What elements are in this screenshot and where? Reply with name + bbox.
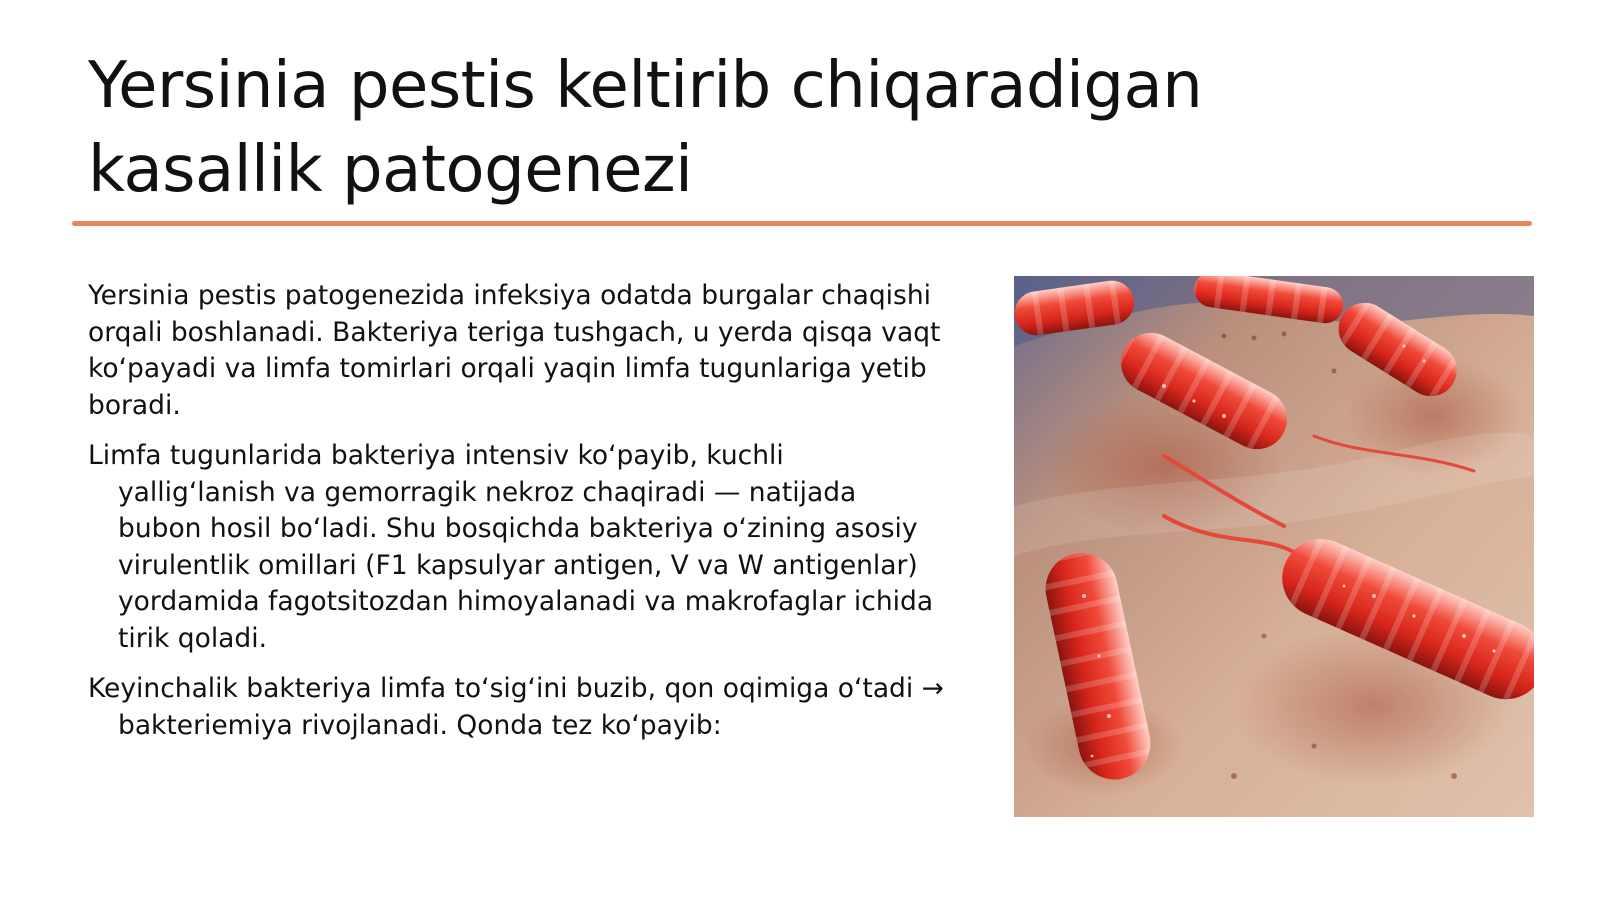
slide-title: Yersinia pestis keltirib chiqaradigan kasallik patogenezi [88,49,1203,207]
paragraph-2: Limfa tugunlarida bakteriya intensiv ko‘payib, kuchli yallig‘lanish va gemorragik nekroz chaqiradi — natijada bubon hosil bo‘ladi. Shu bosqichda bakteriya o‘zining asosiy virulentlik omillari (F1 kapsulyar antigen, V va W antigenlar) yordamida fagotsitozdan himoyalanadi va makrofaglar ichida tirik qoladi. [88,440,934,654]
paragraph-3: Keyinchalik bakteriya limfa to‘sig‘ini buzib, qon oqimiga o‘tadi → bakteriemiya rivojlanadi. Qonda tez ko‘payib: [88,673,944,741]
title-divider [72,221,1532,226]
bacteria-illustration [1014,276,1534,817]
paragraph-1: Yersinia pestis patogenezida infeksiya odatda burgalar chaqishi orqali boshlanadi. Bakteriya teriga tushgach, u yerda qisqa vaqt ko‘payadi va limfa tomirlari orqali yaqin limfa tugunlariga yetib boradi. [88,280,941,421]
slide-body [88,278,948,758]
